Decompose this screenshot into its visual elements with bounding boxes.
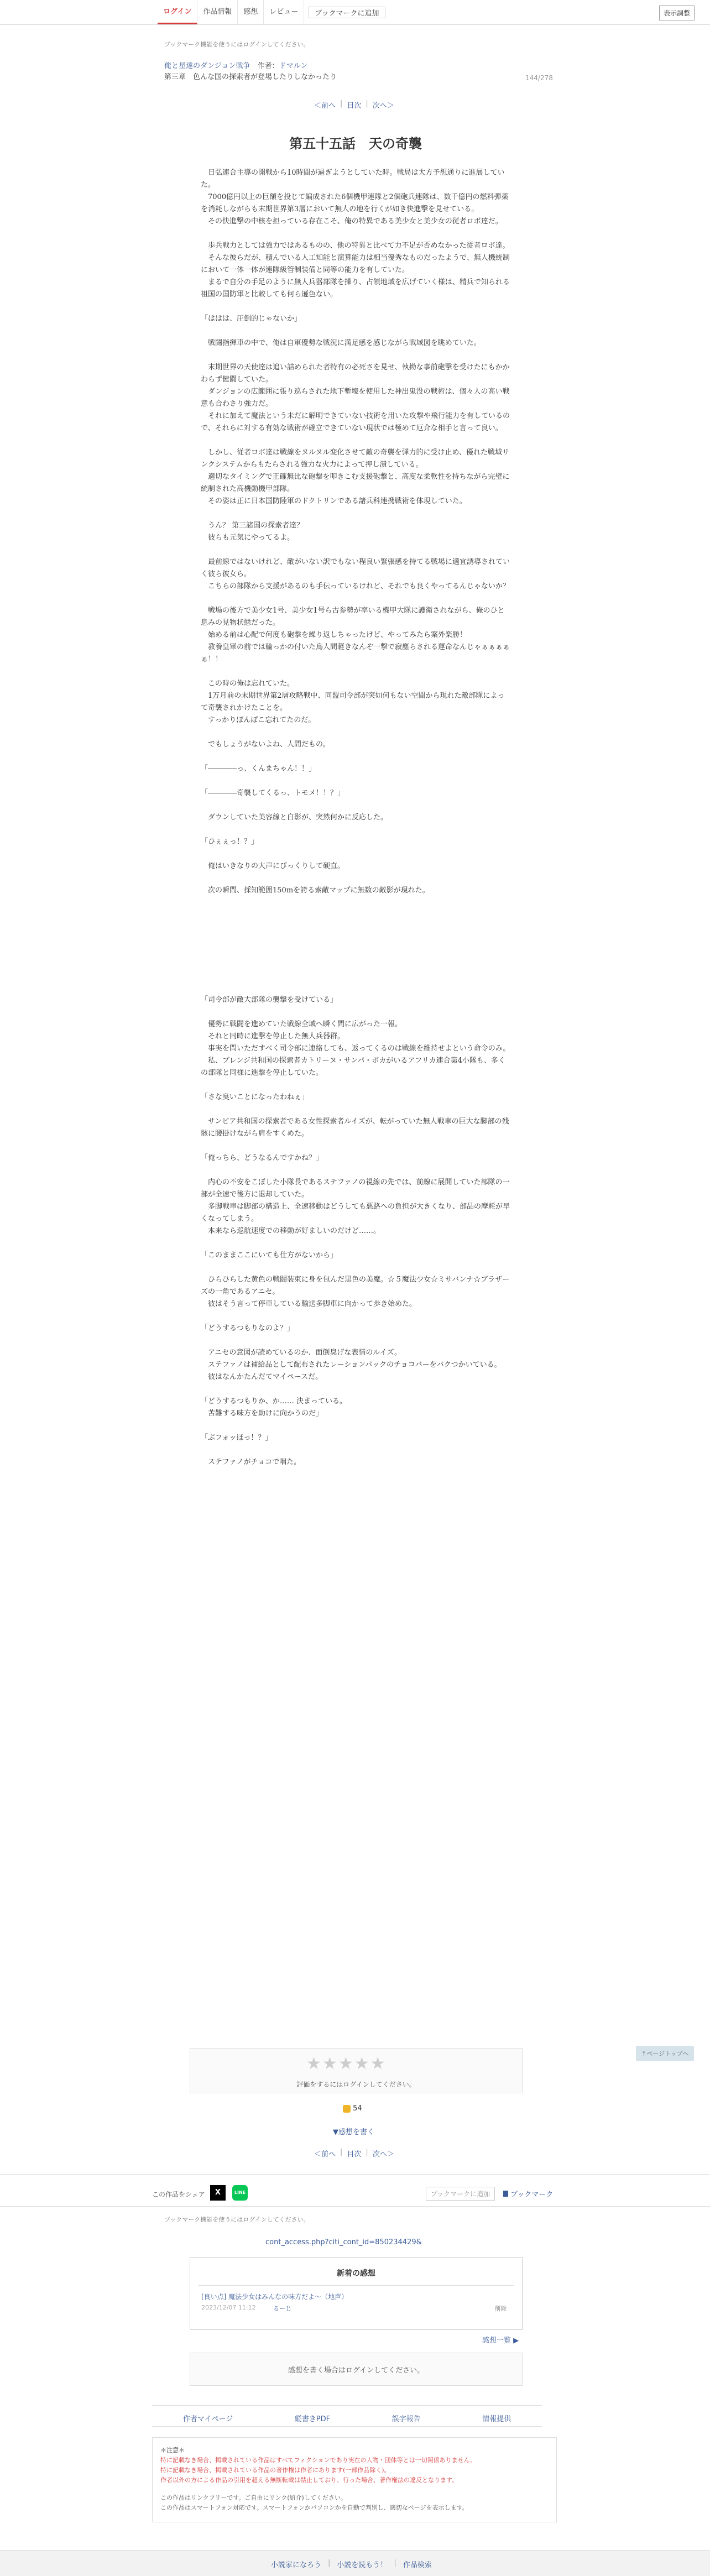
vertical-pdf-link[interactable]: 縦書きPDF [294, 2415, 331, 2423]
bookmark-login-notice: ブックマーク機能を使うにはログインしてください。 [164, 41, 310, 48]
x-share-icon[interactable]: X [210, 2185, 226, 2201]
episode-title: 第五十五話 天の奇襲 [289, 135, 422, 151]
star-icon[interactable]: ★ [370, 2054, 387, 2073]
caution-grey-text [160, 2493, 547, 2513]
caution-line: この作品はスマートフォン対応です。スマートフォンかパソコンかを自動で判別し、適切なページを表示します。 [160, 2504, 468, 2511]
work-info-link[interactable]: 作品情報 [197, 0, 238, 24]
footer-sep: | [394, 2559, 396, 2567]
review-link[interactable]: レビュー [264, 0, 304, 24]
prev-link[interactable]: ＜前へ [314, 102, 336, 110]
like-count: 54 [353, 2104, 362, 2113]
paragraph: 優勢に戦闘を進めていた戦線全域へ瞬く間に広がった一報。 それと同時に進撃を停止した無人兵器群。 事実を問いただすべく司令部に連絡しても、返ってくるのは戦線を維持せよという命令のみ。 私、ブレンジ共和国の探索者カトリーヌ・サンパ・ボカがいるアフリカ連合第4小隊も、多くの部隊と同様に進撃を停止していた。 [201, 1020, 510, 1077]
author-mypage-link[interactable]: 作者マイページ [182, 2415, 233, 2423]
rating-box [190, 2048, 523, 2093]
caution-title: ＊注意＊ [160, 2447, 185, 2454]
footer-links [271, 2559, 432, 2569]
paragraph: 「このままここにいても仕方がないから」 [201, 1251, 338, 1260]
ad-image-link[interactable]: cont_access.php?citi_cont_id=850234429& [265, 2238, 422, 2246]
paragraph: 最前線ではないけれど、敵がいない訳でもない程良い緊張感を持てる戦場に適宜誘導されていく彼ら彼女ら。 こちらの部隊から支援があるのも手伝っているけれど、それでも良くやってるんじゃないか？ [201, 558, 510, 591]
yomou-link[interactable]: 小説を読もう！ [337, 2561, 388, 2569]
chapter-title: 第三章 色んな国の探索者が登場したりしなかったり [164, 73, 337, 81]
paragraph: 「――――奇襲してくるっ、トモメ！！？」 [201, 789, 345, 797]
work-search-link[interactable]: 作品検索 [403, 2561, 432, 2569]
star-icon[interactable]: ★ [322, 2054, 338, 2073]
bookmark-link[interactable]: ブックマーク [503, 2188, 553, 2199]
review-login-box [190, 2353, 523, 2386]
reviews-list-link[interactable]: 感想一覧 ▶ [482, 2337, 519, 2345]
review-item-delete[interactable]: 削除 [494, 2305, 507, 2312]
paragraph: ダウンしていた美容線と白影が、突然何かに反応した。 [201, 813, 388, 822]
pager-sep: | [366, 2148, 368, 2156]
paragraph: 歩兵戦力としては強力ではあるものの、他の特異と比べて力不足が否めなかった従者ロボ達。 そんな彼らだが、積んでいる人工知能と演算能力は相当優秀なものだったようで、無人機統制において一体一体が連隊級管制装備と同等の能力を有していた。 まるで自分の手足のように無人兵器部隊を操り、占領地域を広げていく様は、精兵で知られる祖国の国防軍と比較しても何ら遜色ない。 [201, 242, 510, 299]
paragraph: この時の俺は忘れていた。 1万月前の末期世界第2層攻略戦中、同盟司令部が突如何もない空間から現れた敵部隊によって奇襲されかけたことを。 すっかりぽんぽこ忘れてたのだ。 [201, 680, 505, 724]
paragraph: 戦場の後方で美少女1号、美少女1号ら古参勢が率いる機甲大隊に護衛されながら、俺のひと息みの見物状態だった。 始める前は心配で何度も砲撃を繰り返しちゃったけど、やってみたら案外楽勝！ 教養皇軍の前では輪っかの付いた鳥人間軽きなんぞ一撃で寂塵らされる運命なんじゃぁぁぁぁぁ！！ [201, 607, 510, 663]
info-provide-link[interactable]: 情報提供 [482, 2415, 511, 2423]
divider [152, 2405, 542, 2406]
thumbs-up-icon [343, 2105, 351, 2113]
top-nav [158, 0, 385, 24]
index-link[interactable]: 目次 [347, 102, 362, 110]
caution-line: 特に記載なき場合、掲載されている作品はすべてフィクションであり実在の人物・団体等とは一切関係ありません。 [160, 2457, 477, 2464]
bookmark-add-button[interactable]: ブックマークに追加 [426, 2187, 495, 2201]
page-count: 144/278 [525, 74, 553, 82]
review-item-date: 2023/12/07 11:12 [201, 2304, 256, 2311]
login-link[interactable]: ログイン [158, 0, 197, 24]
series-title-link[interactable]: 俺と星達のダンジョン戦争 [164, 62, 250, 70]
divider [152, 2426, 542, 2427]
rating-prompt: 評価をするにはログインしてください。 [296, 2081, 416, 2088]
paragraph: 「ぶフォッほっ！？」 [201, 1434, 273, 1442]
prev-link[interactable]: ＜前へ [314, 2150, 336, 2159]
bookmark-add-button[interactable]: ブックマークに追加 [309, 7, 385, 18]
paragraph: 俺はいきなりの大声にびっくりして硬直。 [201, 862, 345, 870]
bookmark-icon [503, 2191, 508, 2197]
caution-box [152, 2437, 557, 2522]
star-icon[interactable]: ★ [354, 2054, 370, 2073]
star-icon[interactable]: ★ [306, 2054, 322, 2073]
narou-link[interactable]: 小説家になろう [271, 2561, 322, 2569]
bottom-links [152, 2406, 542, 2423]
paragraph: しかし、従者ロボ達は戦線をヌルヌル変化させて敵の奇襲を弾力的に受け止め、優れた戦域リンクシステムからもたらされる強力な火力によって押し潰している。 適切なタイミングで正確無比な砲撃を叩きこむ支援砲撃と、高度な柔軟性を持ちながら完璧に統制された高機動機甲部隊。 その姿は正に日本国防陸軍のドクトリンである諸兵科連携戦術を体現していた。 [201, 448, 510, 505]
paragraph: 「ははは、圧倒的じゃないか」 [201, 315, 302, 323]
paragraph: 「どうするつもりなのよ？」 [201, 1324, 294, 1333]
paragraph: 「――――っ、くんまちゃん！！」 [201, 765, 316, 773]
reviews-link[interactable]: 感想 [238, 0, 264, 24]
bottom-pager [314, 2148, 394, 2159]
caution-red-text [160, 2455, 547, 2485]
pager-sep: | [340, 2148, 343, 2156]
author-label: 作者： [257, 62, 279, 70]
next-link[interactable]: 次へ＞ [372, 102, 394, 110]
novel-body [201, 167, 510, 1469]
top-pager [314, 100, 394, 110]
bookmark-login-notice: ブックマーク機能を使うにはログインしてください。 [164, 2216, 310, 2223]
caution-line: 特に記載なき場合、掲載されている作品の著作権は作者にあります(一部作品除く)。 [160, 2467, 390, 2474]
page-top-button[interactable]: ↑ページトップへ [636, 2046, 694, 2061]
review-item-title[interactable]: [良い点] 魔法少女はみんなの味方だよ～（地声） [201, 2293, 348, 2301]
pager-sep: | [340, 100, 343, 108]
share-label: この作品をシェア [152, 2191, 205, 2198]
paragraph: 「さな臭いことになったわねぇ」 [201, 1093, 309, 1101]
paragraph: 末期世界の天使達は追い詰められた者特有の必死さを見せ、執拗な事前砲撃を受けたにもかかわらず健闘していた。 ダンジョンの広範囲に張り巡らされた地下塹壕を使用した神出鬼没の戦術は、個々人の高い戦意も合わさり強力だ。 それに加えて魔法という未だに解明できていない技術を用いた攻撃や飛行能力を有しているので、それらに対する有効な戦術が確立できていない現状では極めて厄介な相手と言って良い。 [201, 363, 510, 432]
paragraph: 「ひぇぇっ！？」 [201, 838, 259, 846]
pager-sep: | [366, 100, 368, 108]
paragraph: 「どうするつもりか、か…… 決まっている。 苦難する味方を助けに向かうのだ」 [201, 1397, 347, 1418]
paragraph: アニセの意図が読めているのか、面倒臭げな表情のルイズ。 ステファノは補給品として配布されたレーションパックのチョコバーをバクつかいている。 彼はなんかたんだてマイペースだ。 [208, 1349, 502, 1381]
paragraph: 「俺っちら、どうなるんですかね？」 [201, 1154, 323, 1162]
new-reviews-box [190, 2257, 523, 2330]
star-icon[interactable]: ★ [338, 2054, 354, 2073]
series-info [164, 61, 337, 83]
paragraph: でもしょうがないよね、人間だもの。 [201, 740, 330, 749]
paragraph: 次の瞬間、採知範囲150mを誇る索敵マップに無数の敵影が現れた。 [201, 886, 430, 895]
rating-stars[interactable] [306, 2054, 387, 2073]
paragraph: サンビア共和国の探索者である女性探索者ルイズが、転がっていた無人戦車の巨大な脚部の残骸に腰掛けながら肩をすくめた。 [201, 1117, 509, 1138]
review-item-user[interactable]: るーじ [273, 2305, 291, 2312]
like-button[interactable] [343, 2104, 362, 2113]
footer-sep: | [328, 2559, 331, 2567]
new-reviews-heading: 新着の感想 [337, 2269, 375, 2278]
display-settings-button[interactable]: 表示調整 [659, 6, 695, 20]
index-link[interactable]: 目次 [347, 2150, 362, 2159]
paragraph: うん？ 第三諸国の探索者達？ 彼らも元気にやってるよ。 [208, 521, 304, 542]
review-login-prompt: 感想を書く場合はログインしてください。 [288, 2366, 425, 2375]
paragraph: 内心の不安をこぼした小隊長であるステファノの視線の先では、前線に展開していた部隊の一部が全速で後方に退却していた。 多脚戦車は脚部の構造上、全速移動はどうしても悪路への負担が大きくなり、部品の摩耗が早くなってしまう。 本来なら巡航速度での移動が好ましいのだけど……。 [201, 1178, 510, 1235]
typo-report-link[interactable]: 誤字報告 [391, 2415, 421, 2423]
line-share-icon[interactable]: LINE [232, 2185, 248, 2201]
author-link[interactable]: ドマルン [279, 62, 308, 70]
caution-line: この作品はリンクフリーです。ご自由にリンク(紹介)してください。 [160, 2494, 347, 2501]
paragraph: 「司令部が敵大部隊の襲撃を受けている」 [201, 996, 338, 1004]
paragraph: 日弘連合主導の開戦から10時間が過ぎようとしていた時。戦局は大方予想通りに進展していた。 7000億円以上の巨額を投じて編成された6個機甲連隊と2個砲兵連隊は、数千億円の燃料弾薬を消耗しながらも末期世界第3層において無人の地を行くが如き快進撃を見せている。 その快進撃の中核を担っている存在こそ、俺の特異である美少女と美少女の従者ロボ達だ。 [201, 169, 509, 226]
divider [0, 2206, 710, 2207]
paragraph: ひらひらした黄色の戦闘装束に身を包んだ黒色の美魔。☆５魔法少女☆ミサバンナ☆ブラザーズの一角であるアニセ。 彼はそう言って停車している輸送多脚車に向かって歩き始めた。 [201, 1276, 510, 1308]
write-review-link[interactable]: ▼感想を書く [333, 2128, 374, 2136]
caution-line: 作者以外の方による作品の引用を超える無断転載は禁止しており、行った場合、著作権法の違反となります。 [160, 2476, 458, 2484]
paragraph: ステファノがチョコで咽た。 [201, 1458, 301, 1466]
divider [199, 2285, 514, 2286]
divider [0, 2174, 710, 2175]
paragraph: 戦闘指揮車の中で、俺は自軍優勢な戦況に満足感を感じながら戦域図を眺めていた。 [201, 339, 481, 347]
next-link[interactable]: 次へ＞ [372, 2150, 394, 2159]
